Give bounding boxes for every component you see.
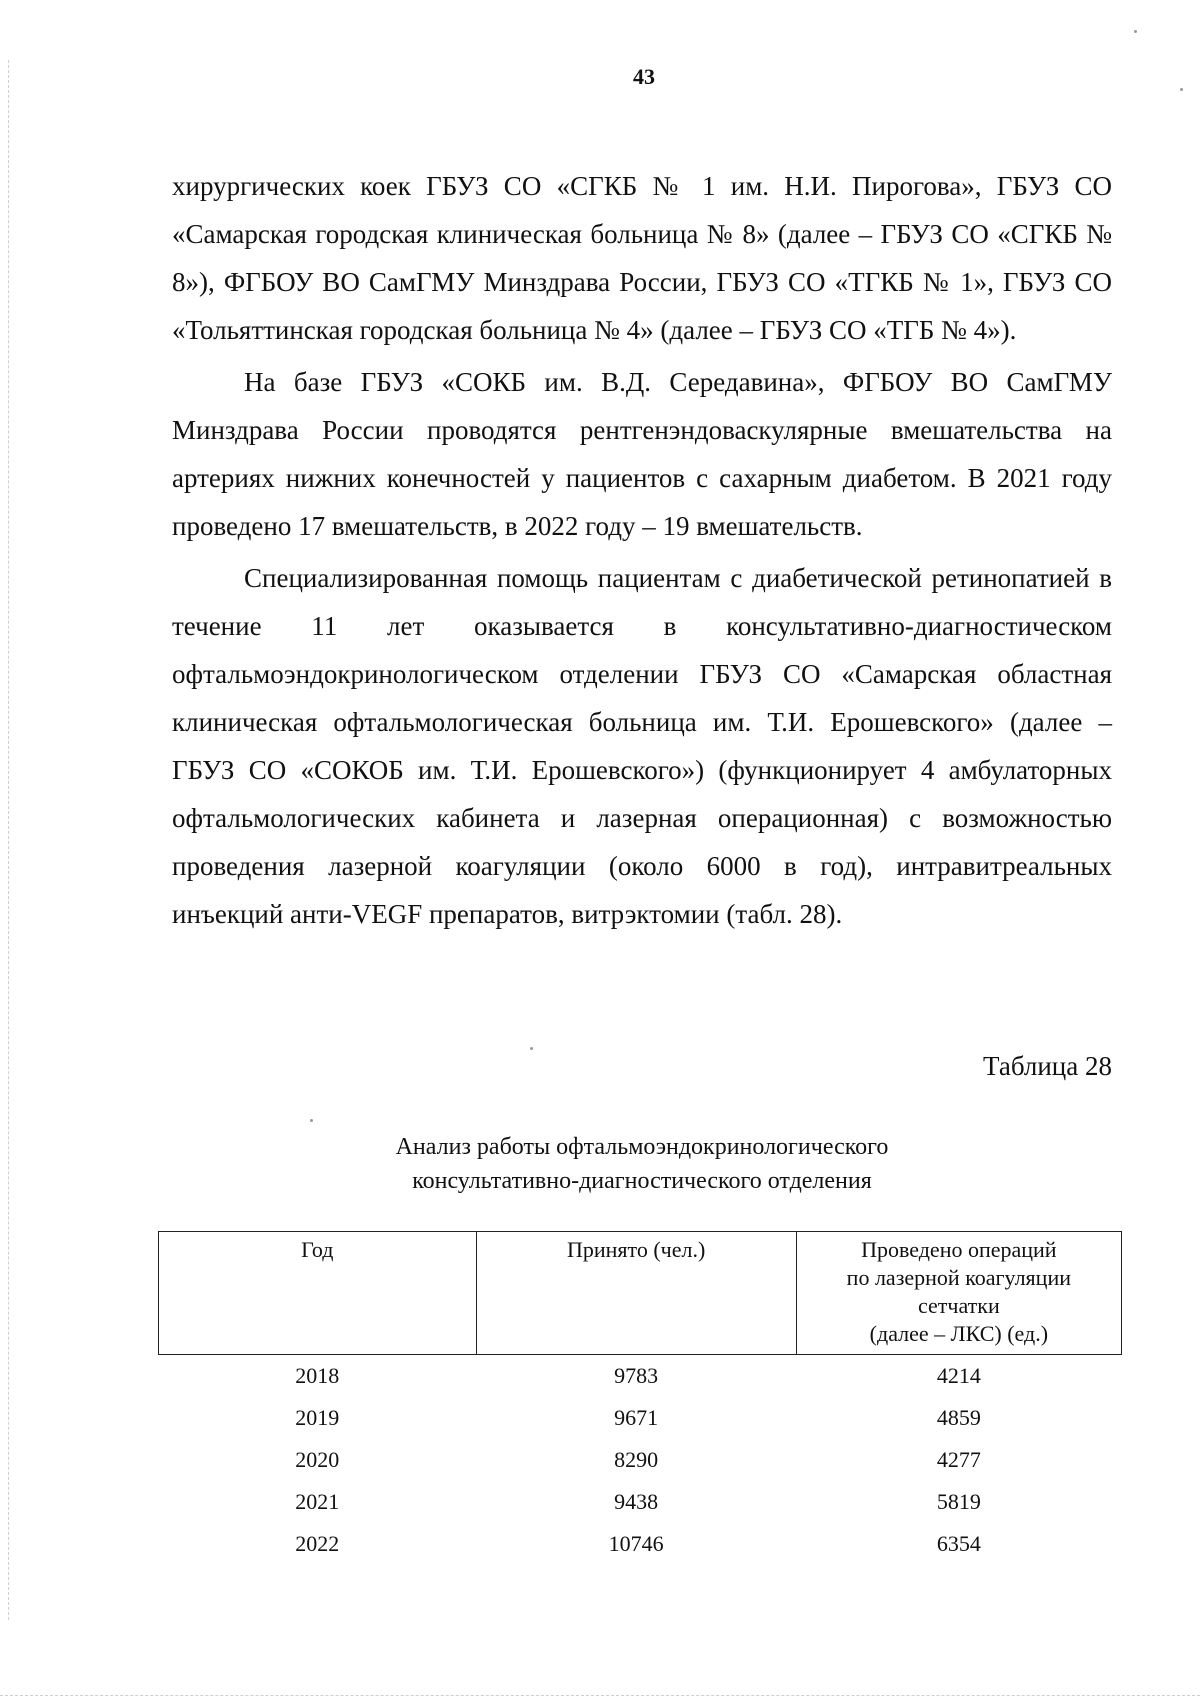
table-header-row: [159, 1232, 1122, 1355]
cell-accepted: 10746: [608, 1531, 664, 1556]
cell-year: 2019: [295, 1405, 340, 1430]
scan-speck: [1134, 30, 1137, 33]
header-year: Год: [159, 1232, 477, 1355]
table-title-line-1: Анализ работы офтальмоэндокринологического: [395, 1134, 889, 1160]
body-text: [172, 162, 1112, 938]
paragraph-3: Специализированная помощь пациентам с диабетической ретинопатией в течение 11 лет оказывается в консультативно-диагностическом офтальмоэндокринологическом отделении ГБУЗ СО «Самарская областная клиническая офтальмологическая больница им. Т.И. Ерошевского» (далее – ГБУЗ СО «СОКОБ им. Т.И. Ерошевского») (функционирует 4 амбулаторных офтальмологических кабинета и лазерная операционная) с возможностью проведения лазерной коагуляции (около 6000 в год), интравитреальных инъекций анти-VEGF препаратов, витрэктомии (табл. 28).: [172, 563, 1112, 929]
header-operations-line-2: по лазерной коагуляции: [846, 1265, 1072, 1290]
cell-year: 2020: [295, 1447, 340, 1472]
table-row: [159, 1355, 1122, 1398]
table-row: [159, 1439, 1122, 1481]
scan-speck: [310, 1119, 313, 1122]
cell-operations: 4214: [936, 1363, 981, 1388]
table-title: [172, 1130, 1112, 1198]
header-operations: [796, 1232, 1121, 1355]
table-row: [159, 1481, 1122, 1523]
cell-operations: 4277: [936, 1447, 981, 1472]
cell-accepted: 9671: [614, 1405, 659, 1430]
cell-year: 2018: [295, 1363, 340, 1388]
data-table: [158, 1231, 1122, 1565]
table-title-line-2: консультативно-диагностического отделения: [412, 1168, 872, 1194]
header-operations-line-1: Проведено операций: [861, 1237, 1057, 1262]
cell-accepted: 9438: [614, 1489, 659, 1514]
header-operations-line-3: сетчатки: [917, 1293, 1000, 1318]
scan-edge-bottom: [0, 1695, 1200, 1696]
paragraph-2: На базе ГБУЗ «СОКБ им. В.Д. Середавина», ФГБОУ ВО СамГМУ Минздрава России проводятся рентгенэндоваскулярные вмешательства на артериях нижних конечностей у пациентов с сахарным диабетом. В 2021 году проведено 17 вмешательств, в 2022 году – 19 вмешательств.: [172, 367, 1112, 541]
cell-operations: 6354: [936, 1531, 981, 1556]
table-row: [159, 1397, 1122, 1439]
header-operations-line-4: (далее – ЛКС) (ед.): [869, 1321, 1049, 1346]
scan-speck: [530, 1047, 533, 1050]
cell-accepted: 8290: [614, 1447, 659, 1472]
cell-operations: 5819: [936, 1489, 981, 1514]
scan-edge-left: [8, 60, 9, 1620]
page-number: 43: [633, 64, 655, 89]
header-accepted: Принято (чел.): [476, 1232, 796, 1355]
cell-year: 2021: [295, 1489, 340, 1514]
table-label: Таблица 28: [983, 1051, 1112, 1081]
cell-year: 2022: [295, 1531, 340, 1556]
paragraph-1: хирургических коек ГБУЗ СО «СГКБ № 1 им. Н.И. Пирогова», ГБУЗ СО «Самарская городская клиническая больница № 8» (далее – ГБУЗ СО «СГКБ № 8»), ФГБОУ ВО СамГМУ Минздрава России, ГБУЗ СО «ТГКБ № 1», ГБУЗ СО «Тольяттинская городская больница № 4» (далее – ГБУЗ СО «ТГБ № 4»).: [172, 171, 1112, 345]
table-row: [159, 1523, 1122, 1565]
cell-accepted: 9783: [614, 1363, 659, 1388]
cell-operations: 4859: [936, 1405, 981, 1430]
